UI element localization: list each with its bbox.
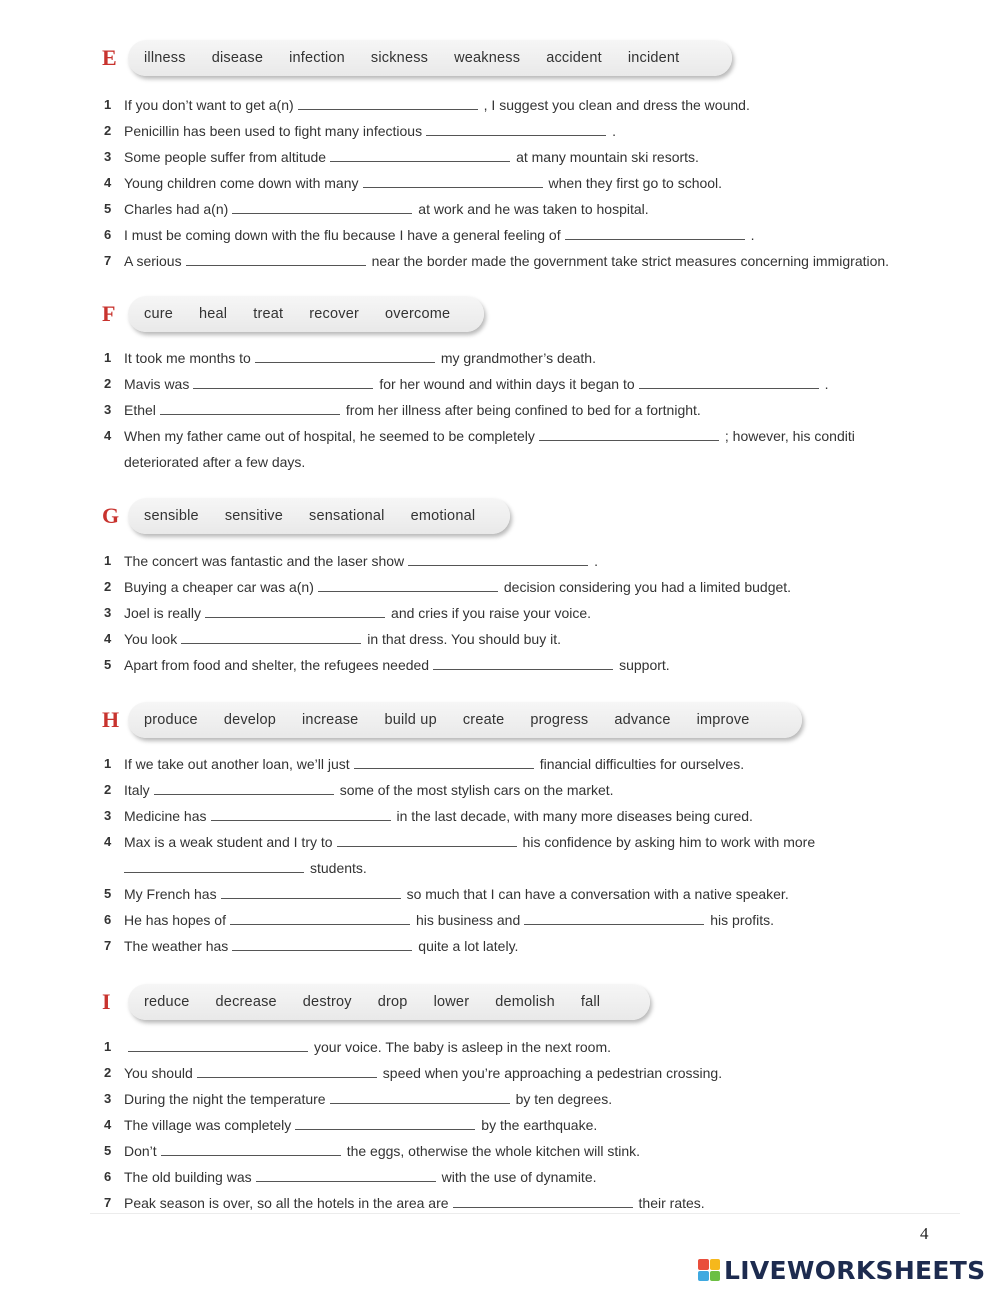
item-text xyxy=(124,119,616,143)
exercise-item xyxy=(0,601,1000,625)
item-text-after: so much that I can have a conversation with a native speaker. xyxy=(406,886,789,902)
exercise-item xyxy=(0,1165,1000,1189)
answer-blank[interactable] xyxy=(433,655,613,670)
item-text-after: . xyxy=(750,227,755,243)
item-text xyxy=(124,424,855,448)
word-bank-item: sickness xyxy=(370,50,429,66)
word-bank-item: heal xyxy=(199,306,228,322)
item-text xyxy=(124,1061,722,1085)
item-number: 4 xyxy=(104,175,112,190)
item-text xyxy=(124,601,591,625)
item-text-after: quite a lot lately. xyxy=(418,938,519,954)
item-text-before: Peak season is over, so all the hotels in the area are xyxy=(124,1195,449,1211)
exercise-item xyxy=(0,346,1000,370)
word-bank xyxy=(128,702,802,738)
word-bank-item: overcome xyxy=(385,306,451,322)
item-number: 3 xyxy=(104,1091,112,1106)
word-bank-item: weakness xyxy=(454,50,521,66)
item-text-after: from her illness after being confined to bed for a fortnight. xyxy=(345,402,701,418)
item-text-before: Medicine has xyxy=(124,808,207,824)
item-text xyxy=(124,1191,705,1215)
item-number: 6 xyxy=(104,227,112,242)
answer-blank[interactable] xyxy=(128,1037,308,1052)
answer-blank[interactable] xyxy=(255,348,435,363)
item-text-after: , I suggest you clean and dress the wound. xyxy=(483,97,750,113)
item-continuation-text: students. xyxy=(310,860,367,876)
item-text-before: Buying a cheaper car was a(n) xyxy=(124,579,314,595)
item-text-before: The weather has xyxy=(124,938,229,954)
item-text-before: You should xyxy=(124,1065,193,1081)
item-text-before: If you don’t want to get a(n) xyxy=(124,97,294,113)
word-bank-item: reduce xyxy=(144,994,190,1010)
item-text-before: Apart from food and shelter, the refugees needed xyxy=(124,657,430,673)
item-text xyxy=(124,1087,612,1111)
exercise-item xyxy=(0,1035,1000,1059)
item-text-after: with the use of dynamite. xyxy=(441,1169,597,1185)
item-text-after: the eggs, otherwise the whole kitchen will stink. xyxy=(346,1143,641,1159)
item-number: 1 xyxy=(104,756,112,771)
word-bank-item: create xyxy=(462,712,505,728)
item-text xyxy=(124,653,670,677)
exercise-item xyxy=(0,1113,1000,1137)
item-text-after-2: his profits. xyxy=(710,912,775,928)
item-text-after: his business and xyxy=(415,912,521,928)
item-text-before: Young children come down with many xyxy=(124,175,359,191)
exercise-item xyxy=(0,372,1000,396)
item-text-before: When my father came out of hospital, he seemed to be completely xyxy=(124,428,535,444)
answer-blank[interactable] xyxy=(408,551,588,566)
answer-blank[interactable] xyxy=(354,754,534,769)
item-text xyxy=(124,223,755,247)
item-text-before: Joel is really xyxy=(124,605,202,621)
item-text-after: by ten degrees. xyxy=(515,1091,613,1107)
item-text xyxy=(124,627,561,651)
item-text xyxy=(124,145,699,169)
item-text-before: It took me months to xyxy=(124,350,251,366)
answer-blank[interactable] xyxy=(565,225,745,240)
item-text xyxy=(124,575,791,599)
item-text-after: near the border made the government take strict measures concerning immigration. xyxy=(371,253,890,269)
answer-blank[interactable] xyxy=(330,1089,510,1104)
item-text xyxy=(124,197,649,221)
item-text-before: During the night the temperature xyxy=(124,1091,326,1107)
item-text-before: My French has xyxy=(124,886,217,902)
exercise-item xyxy=(0,934,1000,958)
item-text-after: your voice. The baby is asleep in the next room. xyxy=(314,1039,612,1055)
answer-blank[interactable] xyxy=(318,577,498,592)
item-number: 3 xyxy=(104,605,112,620)
word-bank-item: treat xyxy=(253,306,284,322)
item-text-before: You look xyxy=(124,631,178,647)
exercise-item xyxy=(0,653,1000,677)
answer-blank[interactable] xyxy=(453,1193,633,1208)
exercise-item xyxy=(0,627,1000,651)
answer-blank[interactable] xyxy=(539,426,719,441)
word-bank-item: disease xyxy=(211,50,264,66)
word-bank-item: infection xyxy=(289,50,345,66)
word-bank-item: cure xyxy=(144,306,174,322)
item-text-before: The concert was fantastic and the laser show xyxy=(124,553,405,569)
item-text-after: their rates. xyxy=(638,1195,705,1211)
answer-blank[interactable] xyxy=(181,629,361,644)
item-text xyxy=(124,372,829,396)
item-text-after: some of the most stylish cars on the market. xyxy=(339,782,614,798)
item-number: 4 xyxy=(104,1117,112,1132)
answer-blank[interactable] xyxy=(221,884,401,899)
item-text xyxy=(124,249,889,273)
item-text-after: in that dress. You should buy it. xyxy=(367,631,562,647)
word-bank-item: sensitive xyxy=(224,508,284,524)
answer-blank-continuation[interactable] xyxy=(124,858,304,873)
item-text-before: Charles had a(n) xyxy=(124,201,229,217)
word-bank-item: incident xyxy=(627,50,680,66)
item-text-before: Ethel xyxy=(124,402,156,418)
exercise-item xyxy=(0,549,1000,573)
word-bank-item: accident xyxy=(546,50,602,66)
item-text xyxy=(124,934,518,958)
item-text-before: If we take out another loan, we’ll just xyxy=(124,756,350,772)
exercise-item xyxy=(0,804,1000,828)
answer-blank[interactable] xyxy=(256,1167,436,1182)
item-number: 5 xyxy=(104,657,112,672)
item-text-before: Mavis was xyxy=(124,376,190,392)
word-bank-item: progress xyxy=(530,712,589,728)
answer-blank[interactable] xyxy=(330,147,510,162)
item-text-after: financial difficulties for ourselves. xyxy=(539,756,745,772)
item-text-before: Max is a weak student and I try to xyxy=(124,834,333,850)
item-text-after: support. xyxy=(619,657,670,673)
exercise-item xyxy=(0,197,1000,221)
bottom-divider xyxy=(90,1213,960,1214)
item-number: 1 xyxy=(104,1039,112,1054)
exercise-item xyxy=(0,93,1000,117)
exercise-item xyxy=(0,752,1000,776)
item-continuation xyxy=(124,450,305,474)
item-text-after: speed when you’re approaching a pedestrian crossing. xyxy=(382,1065,723,1081)
item-text-before: Don’t xyxy=(124,1143,157,1159)
item-text-after: ; however, his conditi xyxy=(724,428,855,444)
answer-blank[interactable] xyxy=(298,95,478,110)
item-text-after-2: . xyxy=(824,376,829,392)
item-continuation-text: deteriorated after a few days. xyxy=(124,454,306,470)
item-text-after: for her wound and within days it began to xyxy=(379,376,635,392)
item-number: 2 xyxy=(104,782,112,797)
page-number: 4 xyxy=(920,1224,929,1243)
exercise-item xyxy=(0,1061,1000,1085)
item-text-after: his confidence by asking him to work with more xyxy=(522,834,816,850)
answer-blank-2[interactable] xyxy=(524,910,704,925)
answer-blank[interactable] xyxy=(230,910,410,925)
item-text xyxy=(124,830,815,854)
item-number: 1 xyxy=(104,97,112,112)
exercise-item xyxy=(0,778,1000,802)
item-number: 3 xyxy=(104,149,112,164)
exercise-item xyxy=(0,1139,1000,1163)
item-text-after: decision considering you had a limited budget. xyxy=(503,579,792,595)
item-number: 3 xyxy=(104,402,112,417)
word-bank-item: sensible xyxy=(144,508,199,524)
word-bank xyxy=(128,984,650,1020)
answer-blank[interactable] xyxy=(211,806,391,821)
answer-blank[interactable] xyxy=(337,832,517,847)
item-text-after: my grandmother’s death. xyxy=(440,350,596,366)
item-text xyxy=(124,1113,597,1137)
exercise-item xyxy=(0,223,1000,247)
item-text xyxy=(124,778,614,802)
word-bank-item: decrease xyxy=(215,994,277,1010)
item-number: 5 xyxy=(104,886,112,901)
item-number: 7 xyxy=(104,938,112,953)
answer-blank[interactable] xyxy=(426,121,606,136)
item-text-before: Penicillin has been used to fight many infectious xyxy=(124,123,423,139)
item-text xyxy=(124,1165,597,1189)
item-text-after: at work and he was taken to hospital. xyxy=(418,201,649,217)
answer-blank[interactable] xyxy=(205,603,385,618)
item-number: 4 xyxy=(104,428,112,443)
word-bank-item: build up xyxy=(384,712,437,728)
word-bank-item: fall xyxy=(580,994,601,1010)
answer-blank[interactable] xyxy=(160,400,340,415)
item-number: 2 xyxy=(104,123,112,138)
item-text xyxy=(124,549,598,573)
item-text xyxy=(124,752,744,776)
item-text xyxy=(124,93,750,117)
item-text-after: by the earthquake. xyxy=(481,1117,598,1133)
item-text xyxy=(124,346,596,370)
item-text-before: He has hopes of xyxy=(124,912,226,928)
word-bank-item: drop xyxy=(377,994,408,1010)
item-number: 7 xyxy=(104,1195,112,1210)
word-bank-item: destroy xyxy=(302,994,352,1010)
item-number: 7 xyxy=(104,253,112,268)
item-number: 2 xyxy=(104,1065,112,1080)
item-text xyxy=(124,171,722,195)
item-text xyxy=(124,1139,640,1163)
item-text-after: when they first go to school. xyxy=(548,175,723,191)
word-bank-item: emotional xyxy=(410,508,476,524)
answer-blank-2[interactable] xyxy=(639,374,819,389)
item-number: 6 xyxy=(104,1169,112,1184)
item-text-before: The village was completely xyxy=(124,1117,292,1133)
item-text-before: Italy xyxy=(124,782,150,798)
exercise-item xyxy=(0,171,1000,195)
liveworksheets-logo xyxy=(698,1256,985,1284)
answer-blank[interactable] xyxy=(232,936,412,951)
word-bank-item: recover xyxy=(309,306,359,322)
word-bank-item: lower xyxy=(433,994,470,1010)
exercise-item xyxy=(0,398,1000,422)
word-bank-item: improve xyxy=(696,712,750,728)
section-letter: I xyxy=(102,989,111,1014)
item-number: 5 xyxy=(104,201,112,216)
item-number: 4 xyxy=(104,631,112,646)
answer-blank[interactable] xyxy=(154,780,334,795)
word-bank-item: develop xyxy=(223,712,277,728)
item-text-after: and cries if you raise your voice. xyxy=(391,605,592,621)
item-text-before: Some people suffer from altitude xyxy=(124,149,327,165)
answer-blank[interactable] xyxy=(193,374,373,389)
exercise-item xyxy=(0,882,1000,906)
section-letter: E xyxy=(102,45,117,70)
item-number: 6 xyxy=(104,912,112,927)
exercise-item xyxy=(0,575,1000,599)
word-bank xyxy=(128,498,510,534)
liveworksheets-logo-text: LIVEWORKSHEETS xyxy=(724,1255,986,1285)
item-text-after: . xyxy=(594,553,599,569)
word-bank xyxy=(128,40,732,76)
item-number: 5 xyxy=(104,1143,112,1158)
word-bank-item: demolish xyxy=(495,994,555,1010)
item-text xyxy=(124,882,789,906)
answer-blank[interactable] xyxy=(232,199,412,214)
section-letter: F xyxy=(102,301,116,326)
word-bank-item: illness xyxy=(144,50,186,66)
answer-blank[interactable] xyxy=(363,173,543,188)
exercise-item xyxy=(0,249,1000,273)
exercise-item xyxy=(0,424,1000,448)
item-text-after: in the last decade, with many more diseases being cured. xyxy=(396,808,753,824)
item-number: 1 xyxy=(104,553,112,568)
item-number: 2 xyxy=(104,376,112,391)
item-text-before: The old building was xyxy=(124,1169,252,1185)
item-text-before: A serious xyxy=(124,253,182,269)
answer-blank[interactable] xyxy=(295,1115,475,1130)
item-text xyxy=(124,1035,611,1059)
section-letter: H xyxy=(102,707,120,732)
item-text-after: at many mountain ski resorts. xyxy=(516,149,699,165)
exercise-item xyxy=(0,119,1000,143)
item-text xyxy=(124,804,753,828)
item-number: 4 xyxy=(104,834,112,849)
word-bank-item: sensational xyxy=(309,508,385,524)
word-bank xyxy=(128,296,484,332)
item-continuation xyxy=(124,856,367,880)
answer-blank[interactable] xyxy=(186,251,366,266)
word-bank-item: increase xyxy=(302,712,359,728)
item-text xyxy=(124,398,701,422)
item-text-before: I must be coming down with the flu because I have a general feeling of xyxy=(124,227,561,243)
liveworksheets-logo-icon xyxy=(698,1259,720,1281)
answer-blank[interactable] xyxy=(161,1141,341,1156)
item-text-after: . xyxy=(612,123,616,139)
word-bank-item: advance xyxy=(614,712,671,728)
section-letter: G xyxy=(102,503,120,528)
item-text xyxy=(124,908,774,932)
exercise-item xyxy=(0,1087,1000,1111)
item-number: 1 xyxy=(104,350,112,365)
item-number: 3 xyxy=(104,808,112,823)
item-number: 2 xyxy=(104,579,112,594)
exercise-item xyxy=(0,1191,1000,1215)
exercise-item xyxy=(0,145,1000,169)
exercise-item xyxy=(0,830,1000,854)
exercise-item xyxy=(0,908,1000,932)
answer-blank[interactable] xyxy=(197,1063,377,1078)
word-bank-item: produce xyxy=(144,712,198,728)
